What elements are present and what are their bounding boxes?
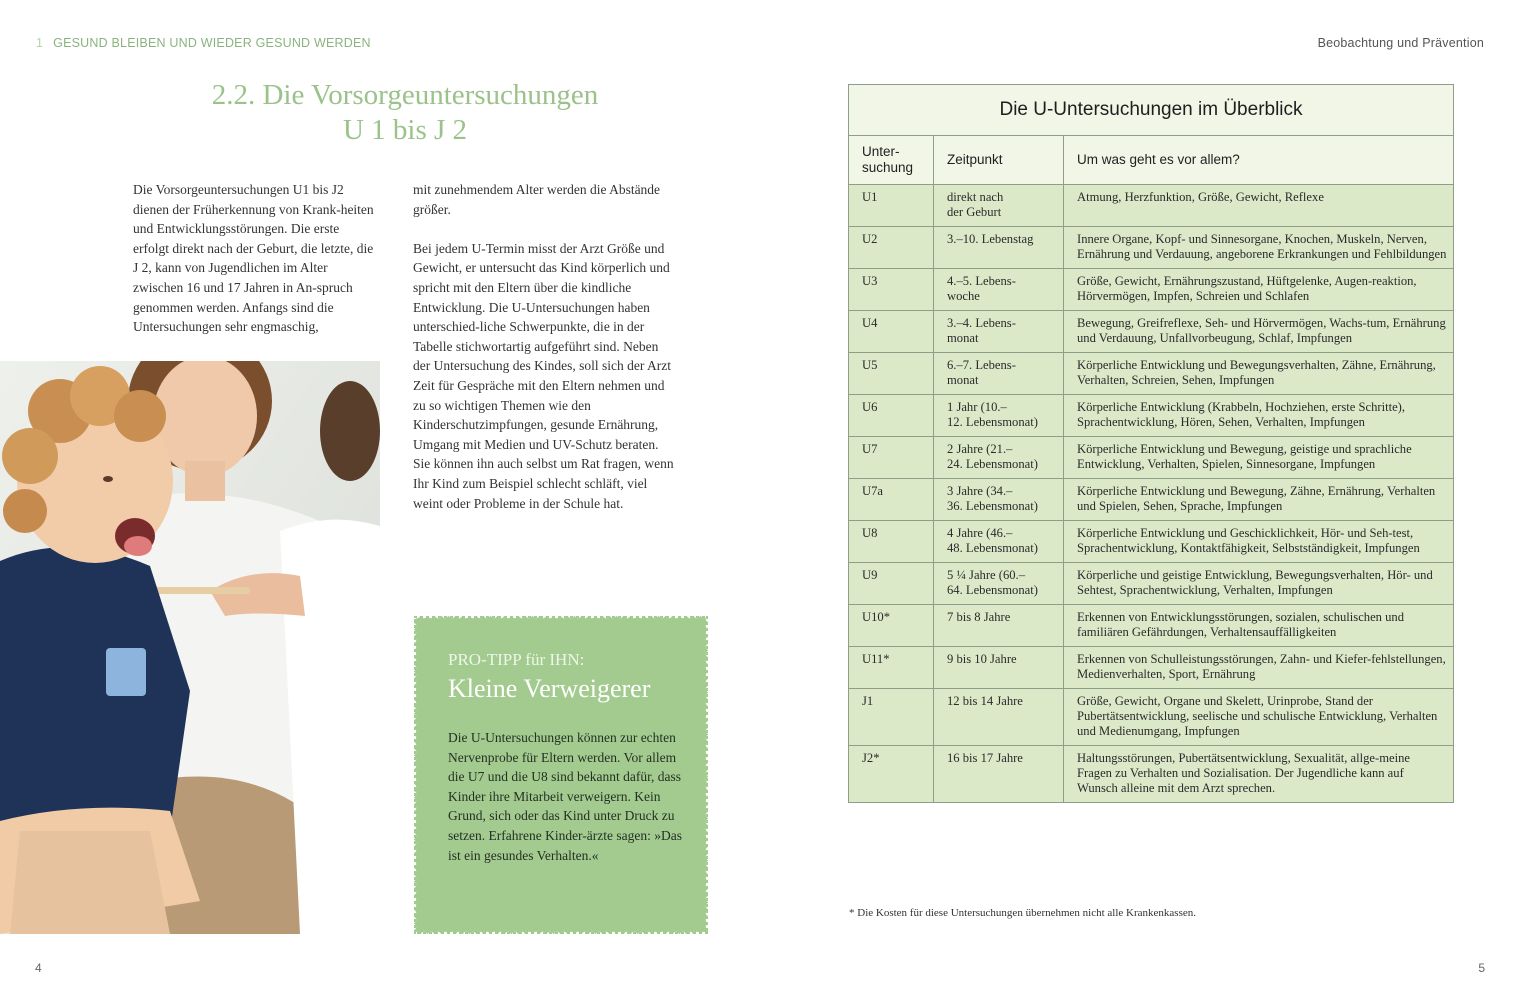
body-column-2 <box>413 180 675 533</box>
table-cell-code: U11* <box>849 647 934 689</box>
table-cell-focus: Körperliche Entwicklung und Bewegungsverhalten, Zähne, Ernährung, Verhalten, Schreien, Sehen, Impfungen <box>1064 353 1454 395</box>
table-row <box>849 353 1454 395</box>
table-cell-focus: Körperliche Entwicklung und Bewegung, geistige und sprachliche Entwicklung, Verhalten, Spielen, Sinnesorgane, Impfungen <box>1064 437 1454 479</box>
table-row <box>849 227 1454 269</box>
pro-tip-title: Kleine Verweigerer <box>448 674 651 703</box>
table-cell-timing: 7 bis 8 Jahre <box>934 605 1064 647</box>
table-cell-timing: 12 bis 14 Jahre <box>934 689 1064 746</box>
table-row <box>849 563 1454 605</box>
page-title <box>150 78 660 148</box>
table-cell-code: U8 <box>849 521 934 563</box>
table-row <box>849 311 1454 353</box>
table-cell-timing: 3 Jahre (34.– 36. Lebensmonat) <box>934 479 1064 521</box>
table-cell-code: U7a <box>849 479 934 521</box>
table-cell-code: U3 <box>849 269 934 311</box>
page-number-right: 5 <box>1478 961 1485 975</box>
table-row <box>849 269 1454 311</box>
pro-tip-box <box>414 616 708 934</box>
table-cell-focus: Erkennen von Schulleistungsstörungen, Zahn- und Kiefer-fehlstellungen, Medienverhalten, Sport, Ernährung <box>1064 647 1454 689</box>
table-body <box>849 185 1454 803</box>
running-header-left <box>36 36 371 50</box>
table-cell-timing: 3.–10. Lebenstag <box>934 227 1064 269</box>
table-header-row <box>849 136 1454 185</box>
table-cell-focus: Körperliche und geistige Entwicklung, Bewegungsverhalten, Hör- und Sehtest, Sprachentwicklung, Verhalten, Impfungen <box>1064 563 1454 605</box>
table-row <box>849 521 1454 563</box>
table-cell-code: U5 <box>849 353 934 395</box>
chapter-title: GESUND BLEIBEN UND WIEDER GESUND WERDEN <box>53 36 371 50</box>
photo-child-examination <box>0 361 380 934</box>
overview-table <box>848 84 1454 803</box>
table-cell-code: U9 <box>849 563 934 605</box>
body-column-2-paragraph-1: mit zunehmendem Alter werden die Abstände größer. <box>413 182 661 217</box>
table-cell-timing: 3.–4. Lebens- monat <box>934 311 1064 353</box>
table-cell-timing: 4.–5. Lebens- woche <box>934 269 1064 311</box>
table-cell-code: U2 <box>849 227 934 269</box>
table-row <box>849 437 1454 479</box>
table-cell-focus: Bewegung, Greifreflexe, Seh- und Hörvermögen, Wachs-tum, Ernährung und Verdauung, Unfallvorbeugung, Schlaf, Impfungen <box>1064 311 1454 353</box>
table-cell-focus: Körperliche Entwicklung und Geschicklichkeit, Hör- und Seh-test, Sprachentwicklung, Kontaktfähigkeit, Selbstständigkeit, Impfungen <box>1064 521 1454 563</box>
table-cell-code: U1 <box>849 185 934 227</box>
table-row <box>849 395 1454 437</box>
table-header-cell: Unter- suchung <box>849 136 934 185</box>
pro-tip-text: Die U-Untersuchungen können zur echten Nervenprobe für Eltern werden. Vor allem die U7 und die U8 sind bekannt dafür, dass Kinder ihre Mitarbeit verweigern. Kein Grund, sich oder das Kind unter Druck zu setzen. Erfahrene Kinder-ärzte sagen: »Das ist ein gesundes Verhalten.« <box>448 730 682 863</box>
photo-illustration <box>0 361 380 934</box>
table-cell-timing: 6.–7. Lebens- monat <box>934 353 1064 395</box>
table-cell-timing: 1 Jahr (10.– 12. Lebensmonat) <box>934 395 1064 437</box>
table-row <box>849 605 1454 647</box>
table-row <box>849 746 1454 803</box>
table-cell-focus: Größe, Gewicht, Organe und Skelett, Urinprobe, Stand der Pubertätsentwicklung, seelische und schulische Entwicklung, Verhalten und Medienumgang, Impfungen <box>1064 689 1454 746</box>
table-header-cell: Um was geht es vor allem? <box>1064 136 1454 185</box>
table-cell-focus: Innere Organe, Kopf- und Sinnesorgane, Knochen, Muskeln, Nerven, Ernährung und Verdauung, angeborene Erkrankungen und Fehlbildungen <box>1064 227 1454 269</box>
pro-tip-label: PRO-TIPP für IHN: <box>448 650 585 669</box>
table-row <box>849 647 1454 689</box>
table-header-cell: Zeitpunkt <box>934 136 1064 185</box>
table-row <box>849 185 1454 227</box>
table-cell-code: U7 <box>849 437 934 479</box>
running-header-right: Beobachtung und Prävention <box>1317 36 1484 50</box>
table-cell-focus: Erkennen von Entwicklungsstörungen, sozialen, schulischen und familiären Gefährdungen, Verhaltensauffälligkeiten <box>1064 605 1454 647</box>
page-number-left: 4 <box>35 961 42 975</box>
page-title-line1: 2.2. Die Vorsorgeuntersuchungen <box>211 79 599 111</box>
table-cell-timing: 5 ¼ Jahre (60.– 64. Lebensmonat) <box>934 563 1064 605</box>
table-cell-focus: Haltungsstörungen, Pubertätsentwicklung, Sexualität, allge-meine Fragen zu Verhalten und Sozialisation. Der Jugendliche kann auf Wunsch alleine mit dem Arzt sprechen. <box>1064 746 1454 803</box>
table-cell-timing: 16 bis 17 Jahre <box>934 746 1064 803</box>
table-cell-timing: direkt nach der Geburt <box>934 185 1064 227</box>
table-cell-timing: 2 Jahre (21.– 24. Lebensmonat) <box>934 437 1064 479</box>
table-cell-code: U4 <box>849 311 934 353</box>
table-row <box>849 689 1454 746</box>
table-row <box>849 479 1454 521</box>
table-cell-timing: 4 Jahre (46.– 48. Lebensmonat) <box>934 521 1064 563</box>
table-cell-focus: Körperliche Entwicklung (Krabbeln, Hochziehen, erste Schritte), Sprachentwicklung, Hören, Sehen, Verhalten, Impfungen <box>1064 395 1454 437</box>
table-cell-focus: Größe, Gewicht, Ernährungszustand, Hüftgelenke, Augen-reaktion, Hörvermögen, Impfen, Schreien und Schlafen <box>1064 269 1454 311</box>
table-title: Die U-Untersuchungen im Überblick <box>849 85 1454 136</box>
table-footnote: * Die Kosten für diese Untersuchungen übernehmen nicht alle Krankenkassen. <box>849 907 1196 919</box>
body-column-1: Die Vorsorgeuntersuchungen U1 bis J2 dienen der Früherkennung von Krank-heiten und Entwicklungsstörungen. Die erste erfolgt direkt nach der Geburt, die letzte, die J 2, kann von Jugendlichen im Alter zwischen 16 und 17 Jahren in An-spruch genommen werden. Anfangs sind die Untersuchungen sehr engmaschig, <box>133 182 374 335</box>
table-cell-focus: Atmung, Herzfunktion, Größe, Gewicht, Reflexe <box>1064 185 1454 227</box>
table-cell-focus: Körperliche Entwicklung und Bewegung, Zähne, Ernährung, Verhalten und Spielen, Sehen, Sprache, Impfungen <box>1064 479 1454 521</box>
table-cell-timing: 9 bis 10 Jahre <box>934 647 1064 689</box>
table-cell-code: J1 <box>849 689 934 746</box>
table-cell-code: U10* <box>849 605 934 647</box>
table-cell-code: J2* <box>849 746 934 803</box>
table-cell-code: U6 <box>849 395 934 437</box>
chapter-number: 1 <box>36 36 44 50</box>
body-column-2-paragraph-2: Bei jedem U-Termin misst der Arzt Größe und Gewicht, er untersucht das Kind körperlich und spricht mit den Eltern über die kindliche Entwicklung. Die U-Untersuchungen haben unterschied-liche Schwerpunkte, die in der Tabelle stichwortartig aufgeführt sind. Neben der Untersuchung des Kindes, soll sich der Arzt Zeit für Gespräche mit den Eltern nehmen und zu so wichtigen Themen wie den Kinderschutzimpfungen, gesunde Ernährung, Umgang mit Medien und UV-Schutz beraten. Sie können ihn auch selbst um Rat fragen, wenn Ihr Kind zum Beispiel schlecht schläft, viel weint oder Probleme in der Schule hat. <box>413 240 674 511</box>
u-untersuchungen-table <box>848 84 1453 803</box>
page-title-line2: U 1 bis J 2 <box>342 114 468 146</box>
